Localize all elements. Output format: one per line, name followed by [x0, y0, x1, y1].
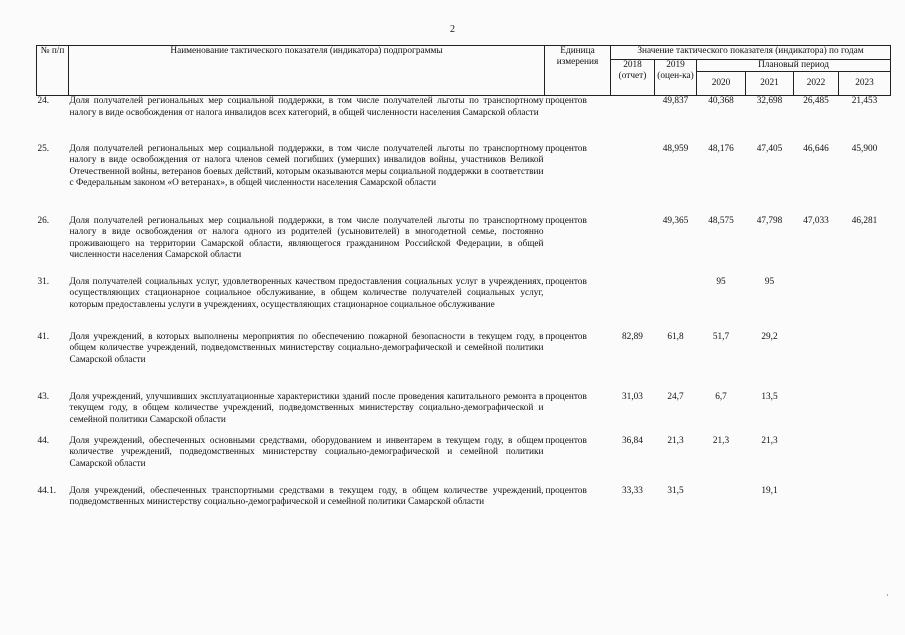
- row-value-2021: 19,1: [761, 485, 778, 496]
- row-value-2019: 49,365: [662, 215, 689, 226]
- row-unit: процентов: [545, 215, 587, 226]
- row-value-2022: [794, 486, 839, 526]
- row-value-2018: 31,03: [622, 391, 643, 402]
- table-row: [37, 332, 891, 392]
- row-value-2022: [794, 392, 839, 436]
- row-value-2019: 21,3: [667, 435, 684, 446]
- row-value-2021: 21,3: [761, 435, 778, 446]
- table-row: [37, 216, 891, 277]
- row-value-2021: 29,2: [761, 331, 778, 342]
- row-value-2018: 36,84: [622, 435, 643, 446]
- row-value-2021: 95: [764, 276, 775, 287]
- row-value-2019: 49,837: [662, 96, 689, 106]
- row-value-2018: [611, 144, 655, 216]
- row-value-2022: [794, 332, 839, 392]
- row-name: Доля получателей региональных мер социальной поддержки, в том числе получателей льготы по транспортному налогу в виде освобождения от налога одного из родителей (усыновителей) в многодетной семье, постоянно проживающего на территории Самарской области, являющегося гражданином Российской Федерации, в общей численности населения Самарской области: [69, 215, 544, 260]
- row-value-2018: [611, 96, 655, 144]
- row-unit: процентов: [545, 485, 587, 496]
- row-value-2018: [611, 216, 655, 277]
- row-value-2023: [839, 436, 891, 486]
- row-value-2020: 95: [716, 276, 726, 287]
- row-num: 24.: [37, 96, 50, 106]
- row-name: Доля учреждений, обеспеченных транспортными средствами в текущем году, в общем количестве учреждений, подведомственных министерству социально-демографической и семейной политики Самарской области: [69, 485, 544, 507]
- row-value-2019: [655, 277, 697, 332]
- row-unit: процентов: [545, 435, 587, 446]
- row-value-2021: 13,5: [761, 391, 778, 402]
- header-unit: Единица измерения: [545, 46, 611, 96]
- indicators-table: [36, 45, 891, 526]
- row-value-2019: 24,7: [667, 391, 684, 402]
- row-value-2023: [839, 486, 891, 526]
- header-2019: 2019 (оцен-ка): [655, 60, 697, 96]
- row-value-2020: 40,368: [708, 96, 734, 106]
- row-unit: процентов: [545, 143, 587, 154]
- header-value-group: Значение тактического показателя (индикатора) по годам: [611, 46, 891, 60]
- header-2021: 2021: [746, 72, 794, 96]
- row-name: Доля получателей социальных услуг, удовлетворенных качеством предоставления социальных услуг в учреждениях, осуществляющих стационарное социальное обслуживание, в общем количестве получателей социальных услуг, которым предоставлены услуги в учреждениях, осуществляющих стационарное социальное обслуживание: [69, 276, 544, 310]
- row-num: 41.: [37, 331, 50, 342]
- row-value-2021: 47,798: [756, 215, 783, 226]
- row-value-2022: [794, 436, 839, 486]
- row-value-2019: 61,8: [667, 331, 684, 342]
- header-2020: 2020: [697, 72, 746, 96]
- row-unit: процентов: [545, 391, 587, 402]
- row-value-2020: 51,7: [712, 331, 730, 342]
- header-2023: 2023: [839, 72, 891, 96]
- row-name: Доля учреждений, улучшивших эксплуатационные характеристики зданий после проведения капитального ремонта в текущем году, в общем количестве учреждений, подведомственных министерству социально-демографической и семейной политики Самарской области: [69, 391, 544, 425]
- row-num: 44.1.: [37, 485, 57, 496]
- row-value-2023: [839, 277, 891, 332]
- row-value-2018: 33,33: [622, 485, 643, 496]
- table-row: [37, 96, 891, 144]
- page-number: 2: [450, 24, 455, 35]
- row-value-2022: 26,485: [803, 96, 829, 106]
- row-unit: процентов: [545, 276, 587, 287]
- row-value-2019: 31,5: [667, 485, 684, 496]
- table-row: [37, 436, 891, 486]
- row-unit: процентов: [545, 96, 587, 106]
- table-row: [37, 392, 891, 436]
- row-value-2018: 82,89: [622, 331, 643, 342]
- row-value-2023: 46,281: [851, 215, 878, 226]
- row-num: 43.: [37, 391, 50, 402]
- row-value-2020: 21,3: [712, 435, 730, 446]
- row-name: Доля учреждений, обеспеченных основными средствами, оборудованием и инвентарем в текущем году, в общем количестве учреждений, подведомственных министерству социально-демографической и семейной политики Самарской области: [69, 435, 544, 469]
- row-num: 44.: [37, 435, 50, 446]
- row-value-2023: [839, 392, 891, 436]
- row-unit: процентов: [545, 331, 587, 342]
- row-value-2023: [839, 332, 891, 392]
- row-value-2022: 47,033: [803, 215, 829, 226]
- header-2018: 2018 (отчет): [611, 60, 655, 96]
- row-value-2019: 48,959: [662, 143, 689, 154]
- header-num: № п/п: [37, 46, 69, 96]
- row-value-2021: 32,698: [756, 96, 783, 106]
- row-value-2023: 45,900: [851, 143, 878, 154]
- row-value-2021: 47,405: [756, 143, 783, 154]
- row-num: 25.: [37, 143, 50, 154]
- row-num: 26.: [37, 215, 50, 226]
- table-row: [37, 486, 891, 526]
- table-row: [37, 144, 891, 216]
- row-value-2018: [611, 277, 655, 332]
- table-row: [37, 277, 891, 332]
- row-value-2022: 46,646: [803, 143, 829, 154]
- row-name: Доля получателей региональных мер социальной поддержки, в том числе получателей льготы по транспортному налогу в виде освобождения от налога членов семей погибших (умерших) инвалидов войны, участников Великой Отечественной войны, ветеранов боевых действий, которым оказываются меры социальной поддержки в соответствии с Федеральным законом «О ветеранах», в общей численности населения Самарской области: [69, 143, 544, 188]
- row-value-2022: [794, 277, 839, 332]
- row-value-2020: 48,575: [708, 215, 734, 226]
- row-num: 31.: [37, 276, 50, 287]
- header-name: Наименование тактического показателя (индикатора) подпрограммы: [69, 46, 545, 96]
- row-name: Доля учреждений, в которых выполнены мероприятия по обеспечению пожарной безопасности в текущем году, в общем количестве учреждений, подведомственных министерству социально-демографической и семейной политики Самарской области: [69, 331, 544, 365]
- row-value-2020: 48,176: [708, 143, 734, 154]
- row-value-2020: 6,7: [715, 391, 727, 402]
- row-value-2023: 21,453: [851, 96, 878, 106]
- header-2022: 2022: [794, 72, 839, 96]
- row-name: Доля получателей региональных мер социальной поддержки, в том числе получателей льготы по транспортному налогу в виде освобождения от налога инвалидов всех категорий, в общей численности населения Самарской области: [69, 96, 544, 118]
- header-planned: Плановый период: [697, 60, 891, 72]
- scan-speck: ·: [886, 590, 889, 600]
- table-header: [37, 46, 891, 96]
- row-value-2020: [697, 486, 746, 526]
